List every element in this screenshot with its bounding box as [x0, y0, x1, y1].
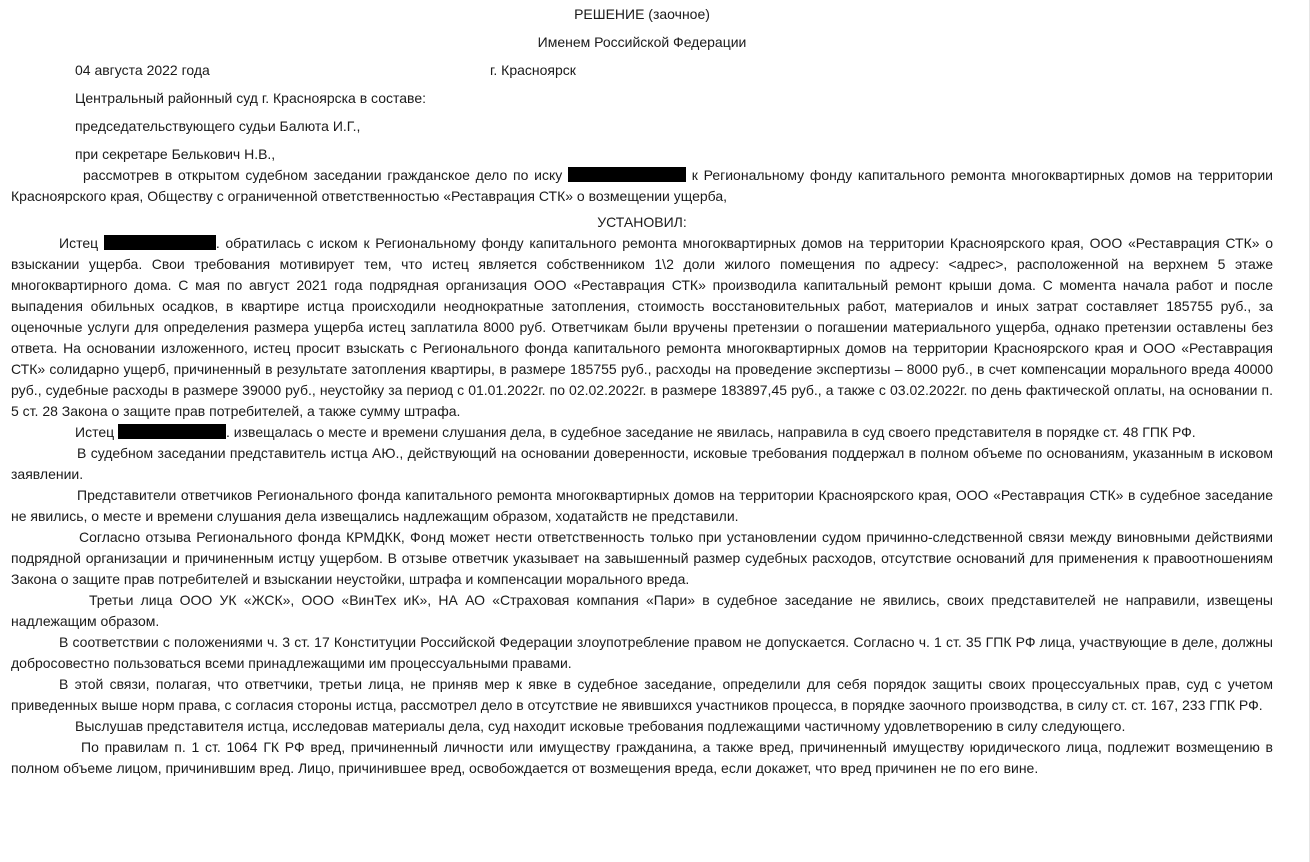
paragraph-civil-code: По правилам п. 1 ст. 1064 ГК РФ вред, причиненный личности или имуществу гражданина, а также вред, причиненный имуществу юридического лица, подлежит возмещению в полном объеме лицом, причинившим вред. Лицо, причинившее вред, освобождается от возмещения вреда, если докажет, что вред причинен не по его вине.	[11, 739, 1273, 776]
court-decision-document	[11, 4, 1273, 779]
redaction-bar	[104, 235, 216, 250]
paragraph-fund-response: Согласно отзыва Регионального фонда КРМДКК, Фонд может нести ответственность только при установлении судом причинно-следственной связи между виновными действиями подрядной организации и причиненным истцу ущербом. В отзыве ответчик указывает на завышенный размер судебных расходов, отсутствие оснований для применения к правоотношениям Закона о защите прав потребителей и взыскании неустойки, штрафа и компенсации морального вреда.	[11, 529, 1273, 587]
decision-date: 04 августа 2022 года	[75, 62, 210, 78]
redaction-bar	[568, 167, 686, 182]
decision-city: г. Красноярск	[490, 62, 576, 78]
court-line: Центральный районный суд г. Красноярска в составе:	[75, 90, 426, 106]
claim-text-start: Истец	[59, 235, 104, 251]
intro-paragraph	[11, 165, 1273, 207]
paragraph-third-parties: Третьи лица ООО УК «ЖСК», ООО «ВинТех иК», НА АО «Страховая компания «Пари» в судебное заседание не явились, своих представителей не направили, извещены надлежащим образом.	[11, 592, 1273, 629]
intro-text-start: рассмотрев в открытом судебном заседании гражданское дело по иску	[83, 167, 568, 183]
plaintiff-text-end: . извещалась о месте и времени слушания дела, в судебное заседание не явилась, направила в суд своего представителя в порядке ст. 48 ГПК РФ.	[226, 424, 1196, 440]
judge-line: председательствующего судьи Балюта И.Г.,	[75, 118, 361, 134]
established-heading: УСТАНОВИЛ:	[597, 214, 687, 230]
secretary-line: при секретаре Белькович Н.В.,	[75, 146, 276, 162]
paragraph-plaintiff-absent	[11, 422, 1273, 443]
paragraph-representative: В судебном заседании представитель истца АЮ., действующий на основании доверенности, исковые требования поддержал в полном объеме по основаниям, указанным в исковом заявлении.	[11, 445, 1273, 482]
claim-text-end: . обратилась с иском к Региональному фонду капитального ремонта многоквартирных домов на территории Красноярского края, ООО «Реставрация СТК» о взыскании ущерба. Свои требования мотивирует тем, что истец является собственником 1\2 доли жилого помещения по адресу: <адрес>, расположенной на верхнем 5 этаже многоквартирного дома. С мая по август 2021 года подрядная организация ООО «Реставрация СТК» производила капитальный ремонт крыши дома. С момента начала работ и после выпадения обильных осадков, в квартире истца происходили неоднократные затопления, стоимость восстановительных работ, материалов и иных затрат составляет 185755 руб., за оценочные услуги для определения размера ущерба истец заплатила 8000 руб. Ответчикам были вручены претензии о погашении материального ущерба, однако претензии оставлены без ответа. На основании изложенного, истец просит взыскать с Регионального фонда капитального ремонта многоквартирных домов на территории Красноярского края и ООО «Реставрация СТК» солидарно ущерб, причиненный в результате затопления квартиры, в размере 185755 руб., расходы на проведение экспертизы – 8000 руб., в счет компенсации морального вреда 40000 руб., судебные расходы в размере 39000 руб., неустойку за период с 01.01.2022г. по 02.02.2022г. в размере 183897,45 руб., а также с 03.02.2022г. по день фактической оплаты, на основании п. 5 ст. 28 Закона о защите прав потребителей, а также сумму штрафа.	[11, 235, 1274, 419]
paragraph-defendants-absent: Представители ответчиков Регионального фонда капитального ремонта многоквартирных домов на территории Красноярского края, ООО «Реставрация СТК» в судебное заседание не явились, о месте и времени слушания дела извещались надлежащим образом, ходатайств не представили.	[11, 487, 1273, 524]
paragraph-claim	[11, 233, 1273, 422]
paragraph-findings: Выслушав представителя истца, исследовав материалы дела, суд находит исковые требования подлежащими частичному удовлетворению в силу следующего.	[75, 718, 1126, 734]
paragraph-in-absentia: В этой связи, полагая, что ответчики, третьи лица, не приняв мер к явке в судебное заседание, определили для себя порядок защиты своих процессуальных прав, суд с учетом приведенных выше норм права, с согласия стороны истца, рассмотрел дело в отсутствие не явившихся участников процесса, в порядке заочного производства, в силу ст. ст. 167, 233 ГПК РФ.	[11, 676, 1273, 713]
date-city-row	[75, 60, 1273, 81]
document-subtitle: Именем Российской Федерации	[537, 34, 747, 50]
plaintiff-text-start: Истец	[75, 424, 119, 440]
intro-text-end: к Региональному фонду капитального ремонта многоквартирных домов на территории Красноярского края, Обществу с ограниченной ответственностью «Реставрация СТК» о возмещении ущерба,	[11, 167, 1273, 204]
redaction-bar	[118, 424, 226, 439]
paragraph-constitution: В соответствии с положениями ч. 3 ст. 17 Конституции Российской Федерации злоупотребление правом не допускается. Согласно ч. 1 ст. 35 ГПК РФ лица, участвующие в деле, должны добросовестно пользоваться всеми принадлежащими им процессуальными правами.	[11, 634, 1273, 671]
document-title: РЕШЕНИЕ (заочное)	[574, 6, 710, 22]
